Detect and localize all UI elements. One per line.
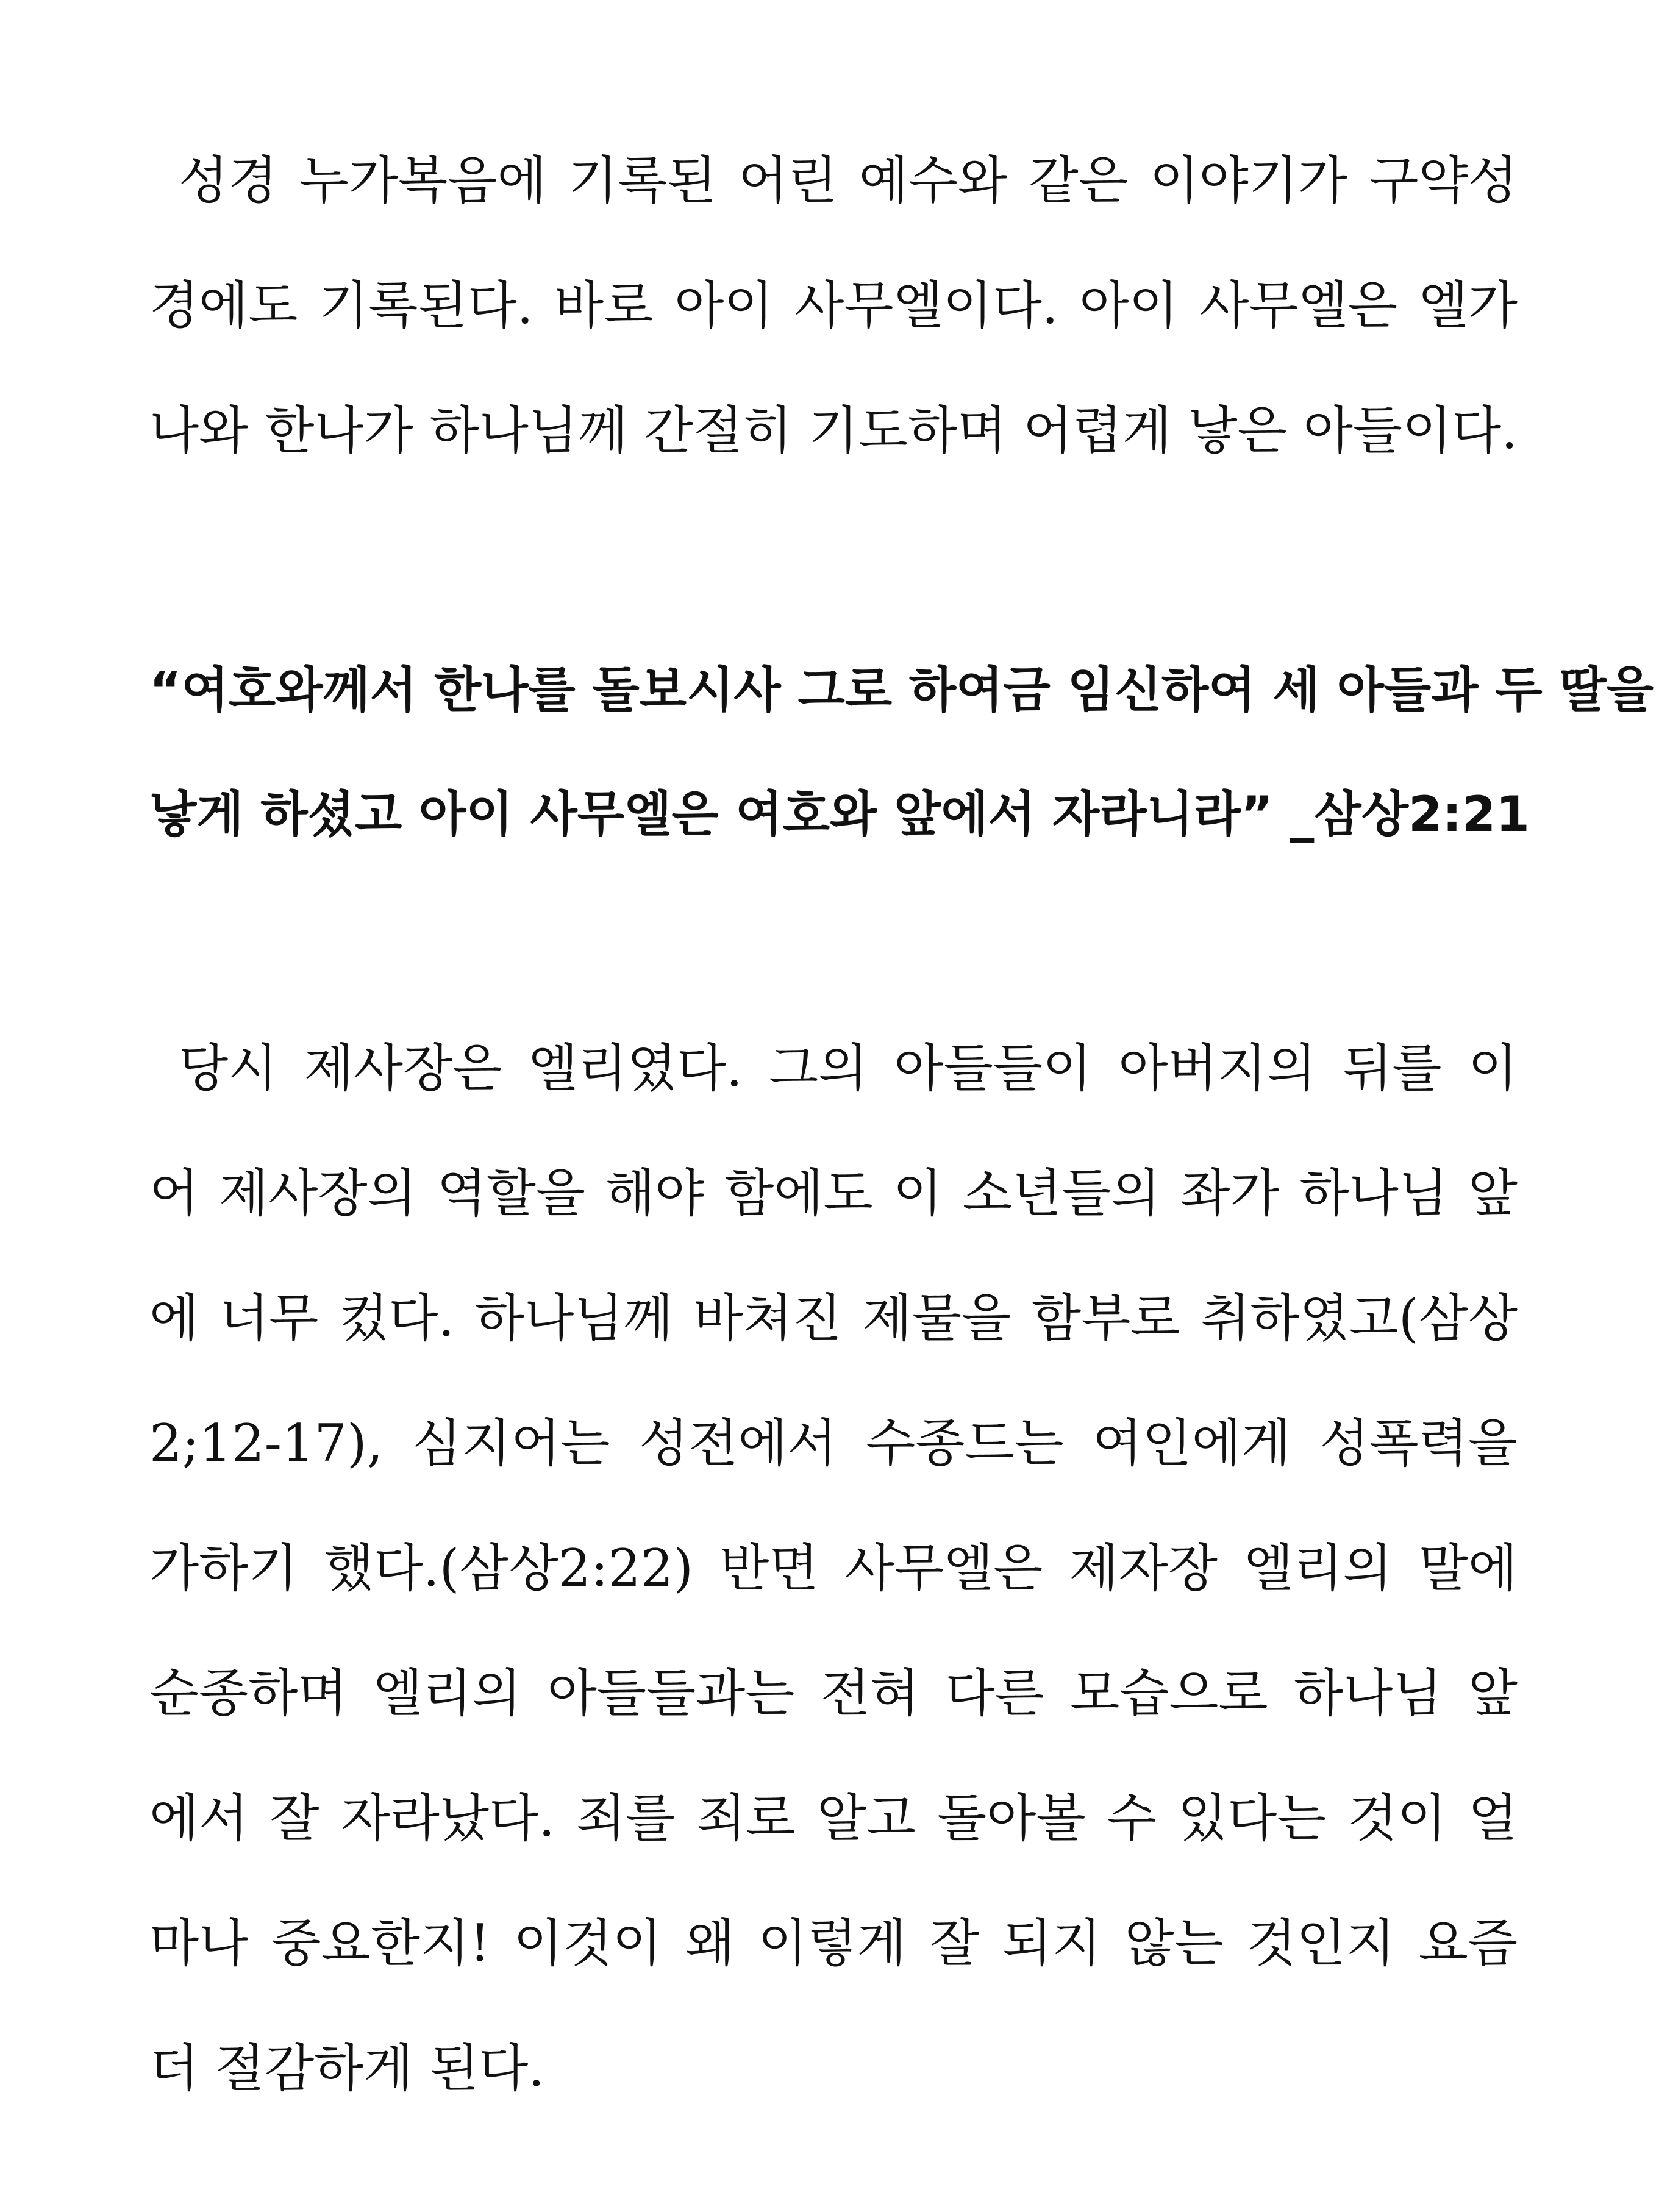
paragraph-1-line-2: 경에도 기록된다. 바로 아이 사무엘이다. 아이 사무엘은 엘가: [149, 276, 1518, 335]
paragraph-2-line-8: 마나 중요한지! 이것이 왜 이렇게 잘 되지 않는 것인지 요즘: [149, 1913, 1518, 1973]
paragraph-2-line-6: 순종하며 엘리의 아들들과는 전혀 다른 모습으로 하나님 앞: [149, 1663, 1518, 1723]
paragraph-2-line-7: 에서 잘 자라났다. 죄를 죄로 알고 돌아볼 수 있다는 것이 얼: [149, 1788, 1518, 1848]
paragraph-1-line-3: 나와 한나가 하나님께 간절히 기도하며 어렵게 낳은 아들이다.: [149, 401, 1518, 460]
scripture-quote-line-1: “여호와께서 한나를 돌보시사 그로 하여금 임신하여 세 아들과 두 딸을: [149, 662, 1654, 718]
paragraph-2-line-9: 더 절감하게 된다.: [149, 2038, 545, 2098]
paragraph-2-line-3: 에 너무 컸다. 하나님께 바쳐진 제물을 함부로 취하였고(삼상: [149, 1288, 1518, 1348]
paragraph-2-line-5: 가하기 했다.(삼상2:22) 반면 사무엘은 제자장 엘리의 말에: [149, 1538, 1518, 1598]
paragraph-2-line-4: 2;12-17), 심지어는 성전에서 수종드는 여인에게 성폭력을: [149, 1413, 1518, 1473]
scripture-quote-line-2: 낳게 하셨고 아이 사무엘은 여호와 앞에서 자라니라” _삼상2:21: [149, 786, 1530, 843]
paragraph-1-line-1: 성경 누가복음에 기록된 어린 예수와 같은 이야기가 구약성: [179, 151, 1518, 210]
paragraph-2-line-2: 어 제사장의 역할을 해야 함에도 이 소년들의 좌가 하나님 앞: [149, 1163, 1518, 1223]
paragraph-2-line-1: 당시 제사장은 엘리였다. 그의 아들들이 아버지의 뒤를 이: [179, 1038, 1518, 1098]
